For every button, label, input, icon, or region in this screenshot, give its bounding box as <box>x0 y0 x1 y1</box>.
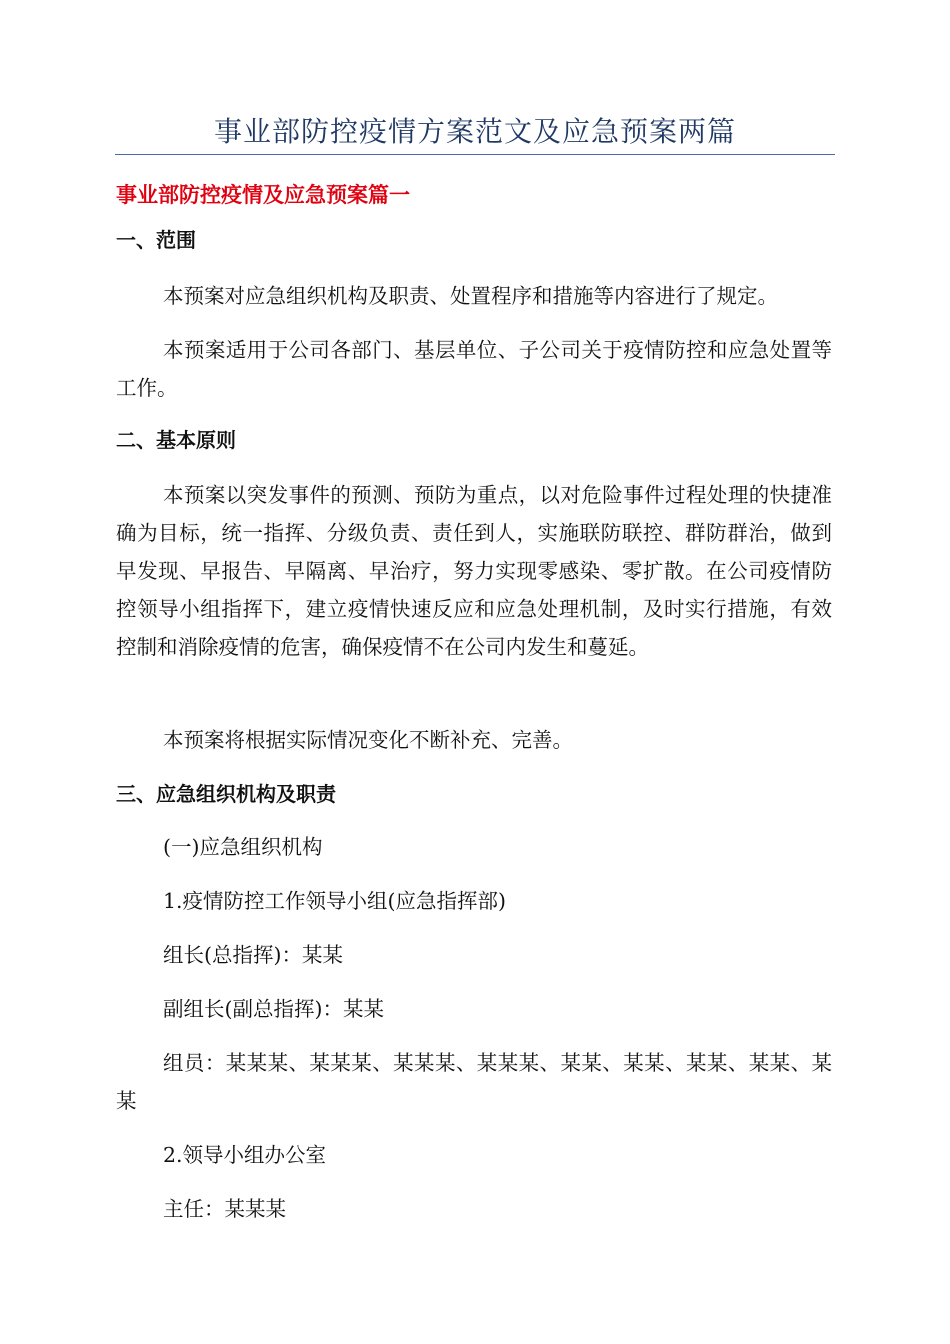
members-line: 组员：某某某、某某某、某某某、某某某、某某、某某、某某、某某、某某 <box>116 1051 832 1113</box>
item-group-office: 2.领导小组办公室 <box>163 1143 327 1167</box>
part-heading: 事业部防控疫情及应急预案篇一 <box>116 183 410 207</box>
document-title: 事业部防控疫情方案范文及应急预案两篇 <box>213 115 736 148</box>
paragraph-scope-1: 本预案对应急组织机构及职责、处置程序和措施等内容进行了规定。 <box>163 284 778 308</box>
leader-line: 组长(总指挥)：某某 <box>163 943 343 967</box>
title-underline <box>115 154 835 155</box>
director-line: 主任：某某某 <box>163 1197 286 1221</box>
item-leading-group: 1.疫情防控工作领导小组(应急指挥部) <box>163 889 507 913</box>
section-heading-scope: 一、范围 <box>116 228 196 252</box>
section-heading-organization: 三、应急组织机构及职责 <box>116 782 336 806</box>
paragraph-scope-2: 本预案适用于公司各部门、基层单位、子公司关于疫情防控和应急处置等工作。 <box>116 338 832 400</box>
subheading-emergency-organization: (一)应急组织机构 <box>163 835 323 859</box>
deputy-leader-line: 副组长(副总指挥)：某某 <box>163 997 384 1021</box>
paragraph-principles-2: 本预案将根据实际情况变化不断补充、完善。 <box>163 728 573 752</box>
paragraph-principles-1: 本预案以突发事件的预测、预防为重点，以对危险事件过程处理的快捷准确为目标，统一指挥、分级负责、责任到人，实施联防联控、群防群治，做到早发现、早报告、早隔离、早治疗，努力实现零感染、零扩散。在公司疫情防控领导小组指挥下，建立疫情快速反应和应急处理机制，及时实行措施，有效控制和消除疫情的危害，确保疫情不在公司内发生和蔓延。 <box>116 483 832 659</box>
section-heading-principles: 二、基本原则 <box>116 428 236 452</box>
